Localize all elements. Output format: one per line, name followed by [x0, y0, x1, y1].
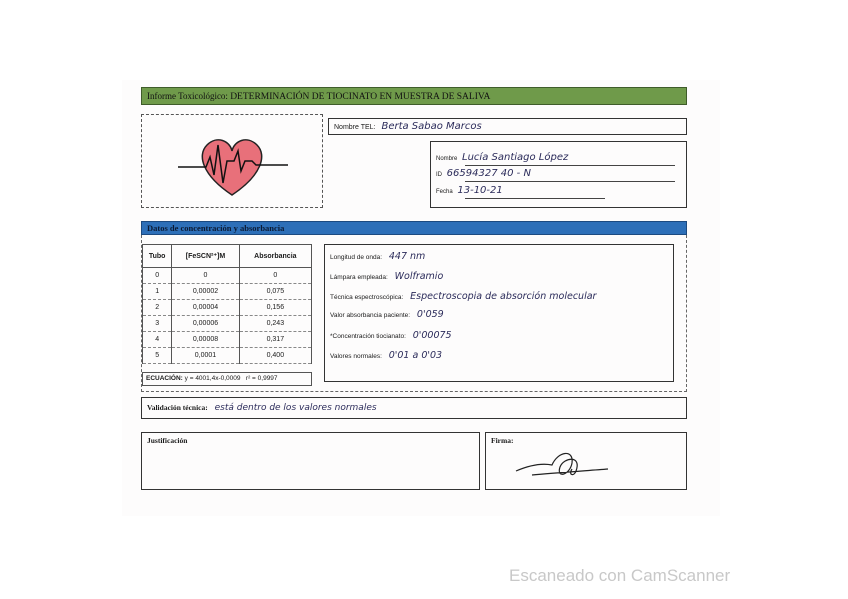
cell-concentration: 0,00002 [172, 284, 239, 300]
heart-ecg-icon [142, 115, 324, 209]
thiocyanate-concentration-label: *Concentración tiocianato: [330, 333, 406, 340]
divider [465, 181, 675, 182]
wavelength-field [330, 251, 425, 262]
data-section-title: Datos de concentración y absorbancia [141, 221, 687, 235]
equation-value: y = 4001,4x-0,0009 [184, 375, 241, 382]
cell-absorbance: 0,156 [239, 300, 311, 316]
table-row [143, 268, 312, 284]
patient-id-label: ID [436, 172, 442, 178]
lamp-value: Wolframio [394, 271, 444, 282]
lamp-label: Lámpara empleada: [330, 274, 388, 281]
cell-concentration: 0,00004 [172, 300, 239, 316]
cell-tube: 2 [143, 300, 172, 316]
report-header-prefix: Informe Toxicológico: [147, 91, 228, 101]
cell-tube: 3 [143, 316, 172, 332]
signature-label: Firma: [491, 436, 514, 445]
signature-box [485, 432, 687, 490]
justification-label: Justificación [147, 436, 188, 445]
patient-date-label: Fecha [436, 189, 453, 195]
cell-absorbance: 0,075 [239, 284, 311, 300]
patient-date-field [436, 185, 503, 196]
cell-tube: 1 [143, 284, 172, 300]
cell-absorbance: 0,400 [239, 348, 311, 364]
table-header-row [143, 245, 312, 268]
scanner-watermark: Escaneado con CamScanner [509, 566, 731, 585]
thiocyanate-concentration-value: 0'00075 [412, 330, 452, 341]
cell-concentration: 0,0001 [172, 348, 239, 364]
concentration-table [142, 244, 312, 364]
analysis-parameters [324, 244, 674, 382]
equation-label: ECUACIÓN: [146, 375, 183, 382]
cell-absorbance: 0,317 [239, 332, 311, 348]
table-row [143, 300, 312, 316]
patient-box [430, 141, 687, 208]
logo-box [141, 114, 323, 208]
patient-name-value: Lucía Santiago López [462, 152, 569, 163]
technique-field [330, 291, 596, 302]
cell-concentration: 0 [172, 268, 239, 284]
cell-concentration: 0,00006 [172, 316, 239, 332]
report-header [141, 87, 687, 105]
cell-absorbance: 0,243 [239, 316, 311, 332]
lab-name-field [328, 118, 687, 135]
r-squared-value: r² = 0,9997 [245, 375, 278, 382]
technique-label: Técnica espectroscópica: [330, 294, 404, 301]
patient-name-field [436, 152, 568, 163]
thiocyanate-concentration-field [330, 330, 452, 341]
table-row [143, 332, 312, 348]
justification-box [141, 432, 480, 490]
lab-name-label: Nombre TEL: [334, 124, 376, 131]
lab-name-value: Berta Sabao Marcos [381, 121, 482, 132]
validation-value: está dentro de los valores normales [214, 403, 377, 413]
normal-values-field [330, 350, 442, 361]
patient-id-field [436, 168, 531, 179]
calibration-equation [142, 372, 312, 386]
normal-values-label: Valores normales: [330, 353, 382, 360]
cell-tube: 5 [143, 348, 172, 364]
table-row [143, 316, 312, 332]
lamp-field [330, 271, 443, 282]
patient-name-label: Nombre [436, 156, 458, 162]
wavelength-value: 447 nm [388, 251, 426, 262]
wavelength-label: Longitud de onda: [330, 254, 383, 261]
validation-label: Validación técnica: [147, 403, 208, 412]
report-title: DETERMINACIÓN DE TIOCINATO EN MUESTRA DE SALIVA [230, 92, 491, 102]
table-row [143, 284, 312, 300]
cell-concentration: 0,00008 [172, 332, 239, 348]
divider [465, 165, 675, 166]
technique-value: Espectroscopia de absorción molecular [410, 291, 597, 302]
patient-absorbance-field [330, 309, 444, 320]
patient-absorbance-value: 0'059 [416, 309, 444, 320]
patient-date-value: 13-10-21 [457, 185, 503, 196]
normal-values-value: 0'01 a 0'03 [388, 350, 443, 361]
signature-scribble-icon [512, 445, 612, 485]
cell-tube: 4 [143, 332, 172, 348]
column-header: [FeSCN²⁺]M [172, 245, 239, 268]
cell-absorbance: 0 [239, 268, 311, 284]
patient-id-value: 66594327 40 - N [446, 168, 531, 179]
column-header: Tubo [143, 245, 172, 268]
cell-tube: 0 [143, 268, 172, 284]
divider [465, 198, 605, 199]
table-row [143, 348, 312, 364]
technical-validation [141, 397, 687, 419]
patient-absorbance-label: Valor absorbancia paciente: [330, 312, 411, 319]
column-header: Absorbancia [239, 245, 311, 268]
